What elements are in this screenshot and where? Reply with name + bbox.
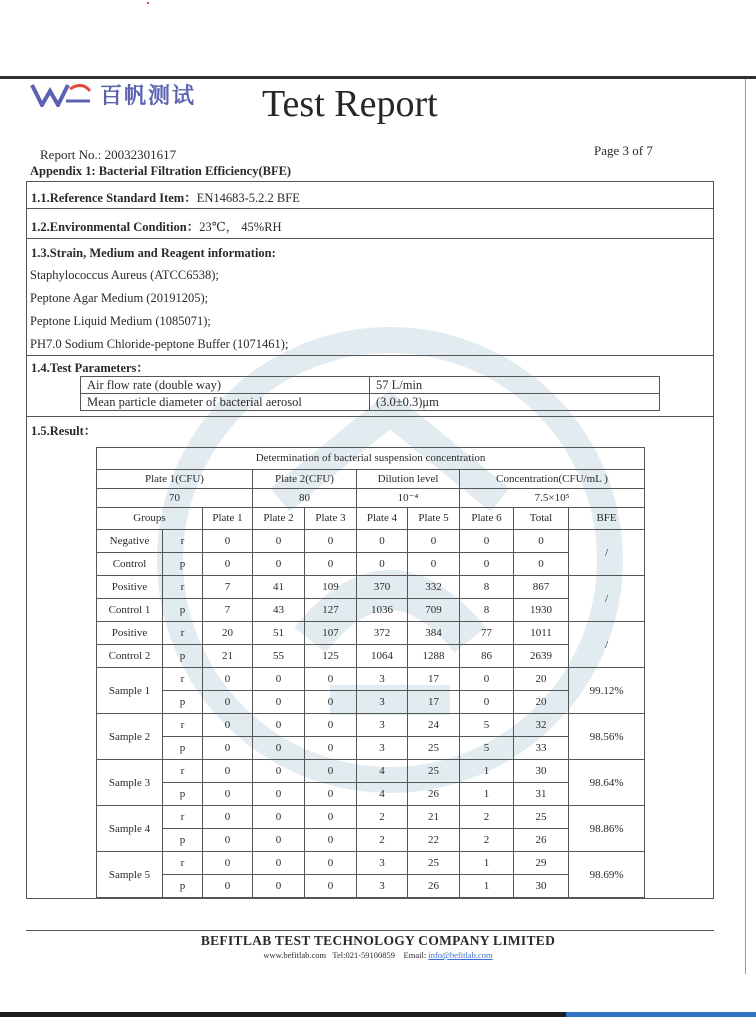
table-row bbox=[97, 553, 645, 576]
suspension-header: Plate 2(CFU) bbox=[253, 470, 357, 489]
group-name: Control 1 bbox=[97, 599, 163, 622]
cell: 0 bbox=[514, 553, 569, 576]
cell: 1288 bbox=[408, 645, 460, 668]
row-type: p bbox=[163, 645, 203, 668]
cell: 372 bbox=[357, 622, 408, 645]
cell: 0 bbox=[253, 783, 305, 806]
strain-line: Peptone Agar Medium (20191205); bbox=[30, 291, 209, 305]
cell: 1 bbox=[460, 875, 514, 898]
strain-info-heading: 1.3.Strain, Medium and Reagent information: bbox=[31, 246, 276, 260]
table-row bbox=[97, 760, 645, 783]
group-name: Sample 4 bbox=[97, 806, 163, 852]
suspension-value: 70 bbox=[97, 489, 253, 508]
reference-standard bbox=[31, 188, 300, 206]
bfe-value: 99.12% bbox=[569, 668, 645, 714]
row-type: p bbox=[163, 829, 203, 852]
section-divider bbox=[26, 238, 714, 239]
table-row bbox=[97, 576, 645, 599]
cell: 30 bbox=[514, 875, 569, 898]
cell: 77 bbox=[460, 622, 514, 645]
suspension-header: Dilution level bbox=[357, 470, 460, 489]
group-name: Sample 2 bbox=[97, 714, 163, 760]
cell: 370 bbox=[357, 576, 408, 599]
cell: 0 bbox=[253, 875, 305, 898]
footer-contact bbox=[0, 950, 756, 960]
table-row bbox=[97, 714, 645, 737]
cell: 0 bbox=[253, 806, 305, 829]
cell: 25 bbox=[408, 852, 460, 875]
table-row bbox=[97, 875, 645, 898]
cell: 1 bbox=[460, 760, 514, 783]
cell: 51 bbox=[253, 622, 305, 645]
cell: 0 bbox=[253, 714, 305, 737]
logo-text: 百帆测试 bbox=[100, 83, 197, 109]
bfe-value: / bbox=[569, 530, 645, 576]
cell: 0 bbox=[357, 530, 408, 553]
cell: 4 bbox=[357, 783, 408, 806]
cell: 0 bbox=[305, 806, 357, 829]
cell: 2639 bbox=[514, 645, 569, 668]
cell: 107 bbox=[305, 622, 357, 645]
cell: 26 bbox=[514, 829, 569, 852]
cell: 0 bbox=[305, 714, 357, 737]
cell: 0 bbox=[203, 714, 253, 737]
cell: 22 bbox=[408, 829, 460, 852]
parameter-name: Air flow rate (double way) bbox=[81, 377, 370, 394]
column-header: Plate 6 bbox=[460, 508, 514, 530]
suspension-value: 80 bbox=[253, 489, 357, 508]
cell: 0 bbox=[357, 553, 408, 576]
column-header: Total bbox=[514, 508, 569, 530]
row-type: p bbox=[163, 691, 203, 714]
cell: 0 bbox=[203, 852, 253, 875]
row-type: p bbox=[163, 737, 203, 760]
suspension-header: Concentration(CFU/mL ) bbox=[460, 470, 645, 489]
result-table bbox=[96, 447, 645, 898]
cell: 43 bbox=[253, 599, 305, 622]
cell: 0 bbox=[460, 691, 514, 714]
cell: 0 bbox=[253, 737, 305, 760]
bfe-value: / bbox=[569, 576, 645, 622]
footer-rule bbox=[26, 930, 714, 931]
company-logo bbox=[30, 80, 196, 108]
cell: 3 bbox=[357, 737, 408, 760]
cell: 21 bbox=[408, 806, 460, 829]
cell: 0 bbox=[305, 691, 357, 714]
cell: 25 bbox=[408, 760, 460, 783]
cell: 1064 bbox=[357, 645, 408, 668]
appendix-title: Appendix 1: Bacterial Filtration Efficiency(BFE) bbox=[30, 164, 292, 178]
result-column-headers bbox=[97, 508, 645, 530]
group-name: Sample 5 bbox=[97, 852, 163, 898]
row-type: r bbox=[163, 852, 203, 875]
column-header: Groups bbox=[97, 508, 203, 530]
cell: 25 bbox=[514, 806, 569, 829]
cell: 867 bbox=[514, 576, 569, 599]
cell: 709 bbox=[408, 599, 460, 622]
cell: 0 bbox=[514, 530, 569, 553]
table-row bbox=[97, 668, 645, 691]
cell: 3 bbox=[357, 852, 408, 875]
cell: 0 bbox=[253, 530, 305, 553]
group-name: Positive bbox=[97, 622, 163, 645]
cell: 0 bbox=[253, 760, 305, 783]
cell: 41 bbox=[253, 576, 305, 599]
table-row bbox=[97, 599, 645, 622]
suspension-value: 7.5×10⁵ bbox=[460, 489, 645, 508]
environmental-condition-value: 23℃， 45%RH bbox=[199, 220, 282, 234]
table-row bbox=[97, 783, 645, 806]
cell: 2 bbox=[460, 829, 514, 852]
cell: 31 bbox=[514, 783, 569, 806]
group-name: Control bbox=[97, 553, 163, 576]
bfe-value: 98.86% bbox=[569, 806, 645, 852]
footer-email-link[interactable]: info@befitlab.com bbox=[428, 950, 493, 960]
cell: 0 bbox=[305, 737, 357, 760]
cell: 1011 bbox=[514, 622, 569, 645]
cell: 0 bbox=[305, 553, 357, 576]
row-type: p bbox=[163, 875, 203, 898]
table-row bbox=[97, 806, 645, 829]
column-header: Plate 2 bbox=[253, 508, 305, 530]
row-type: r bbox=[163, 806, 203, 829]
cell: 0 bbox=[305, 852, 357, 875]
cell: 20 bbox=[514, 668, 569, 691]
cell: 1036 bbox=[357, 599, 408, 622]
cell: 0 bbox=[203, 806, 253, 829]
cell: 0 bbox=[305, 530, 357, 553]
cell: 1 bbox=[460, 783, 514, 806]
row-type: r bbox=[163, 530, 203, 553]
cell: 0 bbox=[203, 829, 253, 852]
cell: 0 bbox=[305, 875, 357, 898]
cell: 3 bbox=[357, 691, 408, 714]
cell: 4 bbox=[357, 760, 408, 783]
strain-line: Peptone Liquid Medium (1085071); bbox=[30, 314, 211, 328]
strain-line: Staphylococcus Aureus (ATCC6538); bbox=[30, 268, 219, 282]
suspension-header: Plate 1(CFU) bbox=[97, 470, 253, 489]
section-divider bbox=[26, 416, 714, 417]
test-parameters-heading: 1.4.Test Parameters： bbox=[31, 361, 149, 375]
cell: 8 bbox=[460, 599, 514, 622]
cell: 0 bbox=[203, 668, 253, 691]
cell: 20 bbox=[514, 691, 569, 714]
row-type: r bbox=[163, 622, 203, 645]
footer-tel: Tel:021-59100859 bbox=[332, 950, 396, 960]
footer-website[interactable]: www.befitlab.com bbox=[263, 950, 327, 960]
cell: 7 bbox=[203, 599, 253, 622]
column-header: Plate 5 bbox=[408, 508, 460, 530]
cell: 127 bbox=[305, 599, 357, 622]
bfe-value: 98.69% bbox=[569, 852, 645, 898]
right-edge-line bbox=[745, 79, 746, 974]
bfe-value: / bbox=[569, 622, 645, 668]
cell: 3 bbox=[357, 875, 408, 898]
cell: 0 bbox=[408, 530, 460, 553]
parameter-row bbox=[81, 394, 660, 411]
cell: 2 bbox=[460, 806, 514, 829]
cell: 0 bbox=[203, 737, 253, 760]
cell: 0 bbox=[253, 668, 305, 691]
cell: 0 bbox=[305, 668, 357, 691]
footer-email-label: Email: bbox=[403, 950, 427, 960]
parameter-value: (3.0±0.3)μm bbox=[370, 394, 660, 411]
cell: 0 bbox=[253, 553, 305, 576]
cell: 1930 bbox=[514, 599, 569, 622]
cell: 0 bbox=[203, 760, 253, 783]
bfe-value: 98.56% bbox=[569, 714, 645, 760]
report-title: Test Report bbox=[262, 83, 438, 125]
cell: 2 bbox=[357, 806, 408, 829]
table-row bbox=[97, 530, 645, 553]
cell: 0 bbox=[460, 553, 514, 576]
cell: 0 bbox=[305, 760, 357, 783]
cell: 0 bbox=[460, 668, 514, 691]
section-divider bbox=[26, 355, 714, 356]
table-row bbox=[97, 622, 645, 645]
row-type: r bbox=[163, 576, 203, 599]
cell: 332 bbox=[408, 576, 460, 599]
cell: 29 bbox=[514, 852, 569, 875]
cell: 109 bbox=[305, 576, 357, 599]
cell: 5 bbox=[460, 714, 514, 737]
result-heading: 1.5.Result： bbox=[31, 424, 97, 438]
cell: 0 bbox=[203, 875, 253, 898]
suspension-value: 10⁻⁴ bbox=[357, 489, 460, 508]
environmental-condition-label: 1.2.Environmental Condition： bbox=[31, 220, 200, 234]
stray-mark bbox=[147, 2, 149, 4]
cell: 5 bbox=[460, 737, 514, 760]
table-row bbox=[97, 691, 645, 714]
cell: 32 bbox=[514, 714, 569, 737]
bfe-value: 98.64% bbox=[569, 760, 645, 806]
cell: 3 bbox=[357, 668, 408, 691]
cell: 55 bbox=[253, 645, 305, 668]
suspension-title: Determination of bacterial suspension concentration bbox=[97, 448, 645, 470]
parameter-name: Mean particle diameter of bacterial aerosol bbox=[81, 394, 370, 411]
cell: 0 bbox=[253, 691, 305, 714]
column-header: Plate 3 bbox=[305, 508, 357, 530]
group-name: Positive bbox=[97, 576, 163, 599]
group-name: Control 2 bbox=[97, 645, 163, 668]
column-header: Plate 4 bbox=[357, 508, 408, 530]
cell: 17 bbox=[408, 668, 460, 691]
table-row bbox=[97, 737, 645, 760]
cell: 0 bbox=[203, 530, 253, 553]
cell: 125 bbox=[305, 645, 357, 668]
column-header: Plate 1 bbox=[203, 508, 253, 530]
cell: 33 bbox=[514, 737, 569, 760]
cell: 0 bbox=[460, 530, 514, 553]
cell: 26 bbox=[408, 875, 460, 898]
cell: 24 bbox=[408, 714, 460, 737]
cell: 17 bbox=[408, 691, 460, 714]
cell: 26 bbox=[408, 783, 460, 806]
cell: 0 bbox=[305, 783, 357, 806]
reference-standard-label: 1.1.Reference Standard Item： bbox=[31, 191, 197, 205]
cell: 21 bbox=[203, 645, 253, 668]
cell: 0 bbox=[203, 553, 253, 576]
cell: 0 bbox=[203, 691, 253, 714]
table-row bbox=[97, 829, 645, 852]
bottom-rule bbox=[0, 1012, 566, 1017]
report-number: Report No.: 20032301617 bbox=[40, 147, 177, 162]
cell: 2 bbox=[357, 829, 408, 852]
cell: 0 bbox=[253, 852, 305, 875]
bottom-accent-bar bbox=[566, 1012, 756, 1017]
row-type: r bbox=[163, 760, 203, 783]
cell: 1 bbox=[460, 852, 514, 875]
row-type: p bbox=[163, 783, 203, 806]
environmental-condition bbox=[31, 217, 282, 235]
cell: 8 bbox=[460, 576, 514, 599]
row-type: r bbox=[163, 668, 203, 691]
row-type: p bbox=[163, 553, 203, 576]
reference-standard-value: EN14683-5.2.2 BFE bbox=[196, 191, 300, 205]
parameter-row bbox=[81, 377, 660, 394]
logo-mark-icon bbox=[30, 81, 92, 107]
footer-company: BEFITLAB TEST TECHNOLOGY COMPANY LIMITED bbox=[200, 933, 556, 948]
group-name: Sample 3 bbox=[97, 760, 163, 806]
cell: 3 bbox=[357, 714, 408, 737]
row-type: p bbox=[163, 599, 203, 622]
column-header: BFE bbox=[569, 508, 645, 530]
cell: 7 bbox=[203, 576, 253, 599]
cell: 25 bbox=[408, 737, 460, 760]
strain-line: PH7.0 Sodium Chloride-peptone Buffer (1071461); bbox=[30, 337, 289, 351]
cell: 0 bbox=[305, 829, 357, 852]
section-divider bbox=[26, 208, 714, 209]
table-row bbox=[97, 645, 645, 668]
cell: 384 bbox=[408, 622, 460, 645]
cell: 0 bbox=[408, 553, 460, 576]
cell: 0 bbox=[253, 829, 305, 852]
page-number: Page 3 of 7 bbox=[594, 143, 653, 158]
cell: 30 bbox=[514, 760, 569, 783]
cell: 0 bbox=[203, 783, 253, 806]
cell: 20 bbox=[203, 622, 253, 645]
cell: 86 bbox=[460, 645, 514, 668]
row-type: r bbox=[163, 714, 203, 737]
parameter-value: 57 L/min bbox=[370, 377, 660, 394]
group-name: Negative bbox=[97, 530, 163, 553]
test-parameters-table bbox=[80, 376, 660, 411]
group-name: Sample 1 bbox=[97, 668, 163, 714]
table-row bbox=[97, 852, 645, 875]
